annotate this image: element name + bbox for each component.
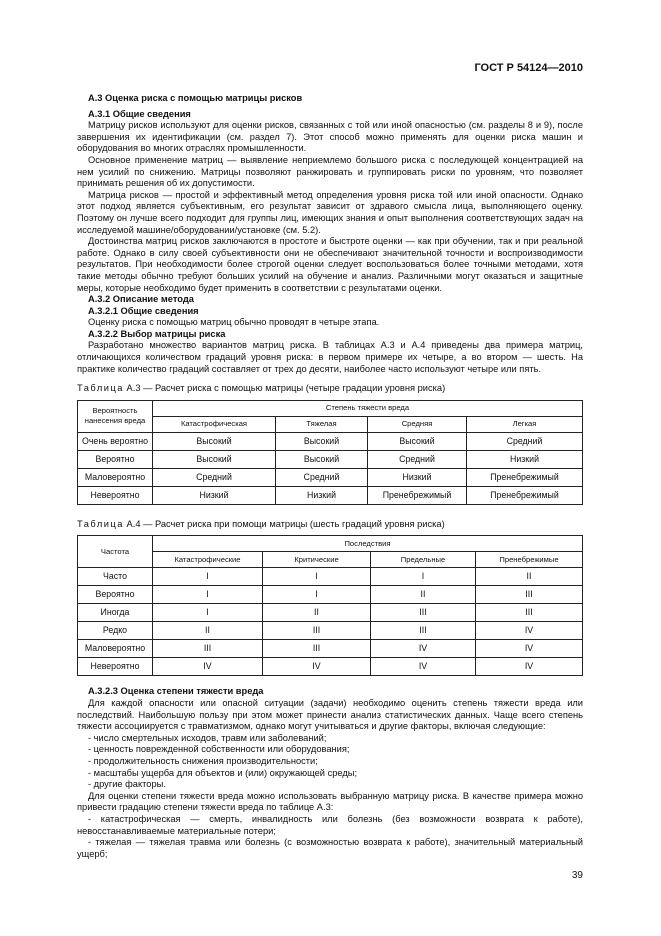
table-cell: IV xyxy=(371,640,476,658)
table-cell: Высокий xyxy=(276,450,368,468)
heading-a321: А.3.2.1 Общие сведения xyxy=(88,305,199,316)
table-cell: Пренебрежимый xyxy=(368,486,467,504)
caption-text: А.3 — Расчет риска с помощью матрицы (четыре градации уровня риска) xyxy=(123,383,446,394)
row-label: Редко xyxy=(78,622,153,640)
table-row xyxy=(78,586,583,604)
paragraph: Матрица рисков — простой и эффективный метод определения уровня риска той или иной опасности. Однако этот подход является субъективным, его результат зависит от здравого смысла лица, выполняющего оценку. Поэтому он лучше всего подходит для группы лиц, имеющих знания и опыт выполнения соответствующих задач на исследуемой машине/оборудовании/установке (см. 5.2). xyxy=(77,189,583,235)
row-header: Вероятность нанесения вреда xyxy=(78,400,153,432)
paragraph: Для каждой опасности или опасной ситуации (задачи) необходимо оценить степень тяжести вреда или последствий. Наибольшую пользу при этом может принести анализ статистических данных. Чаще всего степень тяжести ассоциируется с травматизмом, однако могут учитываться и другие факторы, включая следующие: xyxy=(77,698,583,732)
table-row xyxy=(78,450,583,468)
section-a3 xyxy=(77,93,583,375)
table-cell: III xyxy=(476,604,583,622)
table-cell: IV xyxy=(153,658,263,676)
section-a323 xyxy=(77,686,583,860)
table-cell: Пренебрежимый xyxy=(467,486,583,504)
table-cell: IV xyxy=(476,640,583,658)
column-header: Катастрофическая xyxy=(153,416,276,432)
page-content xyxy=(77,0,583,902)
table-row xyxy=(78,622,583,640)
table-row xyxy=(78,568,583,586)
table-cell: IV xyxy=(263,658,371,676)
row-label: Маловероятно xyxy=(78,468,153,486)
table-cell: III xyxy=(371,622,476,640)
table-cell: Средний xyxy=(467,432,583,450)
table-row xyxy=(78,468,583,486)
list-item: - ценность поврежденной собственности или оборудования; xyxy=(88,744,350,755)
risk-matrix-table-a3 xyxy=(77,400,583,505)
table-cell: II xyxy=(476,568,583,586)
row-label: Невероятно xyxy=(78,486,153,504)
table-cell: II xyxy=(371,586,476,604)
paragraph: Для оценки степени тяжести вреда можно использовать выбранную матрицу риска. В качестве примера можно привести градацию степени тяжести вреда по таблице А.3: xyxy=(77,790,583,813)
table-cell: Пренебрежимый xyxy=(467,468,583,486)
column-header: Пренебрежимые xyxy=(476,552,583,568)
table-cell: Низкий xyxy=(276,486,368,504)
table-row xyxy=(78,432,583,450)
row-label: Часто xyxy=(78,568,153,586)
table-cell: III xyxy=(153,640,263,658)
list-item: - число смертельных исходов, травм или заболеваний; xyxy=(88,732,327,743)
column-header: Предельные xyxy=(371,552,476,568)
table-cell: I xyxy=(263,586,371,604)
table-caption xyxy=(77,519,583,531)
table-cell: Средний xyxy=(276,468,368,486)
list-item: - другие факторы. xyxy=(88,779,166,790)
table-cell: I xyxy=(371,568,476,586)
table-cell: Низкий xyxy=(368,468,467,486)
table-cell: Высокий xyxy=(276,432,368,450)
table-a3-block xyxy=(77,383,583,505)
list-item: - продолжительность снижения производительности; xyxy=(88,756,318,766)
table-cell: I xyxy=(263,568,371,586)
group-header: Последствия xyxy=(153,536,583,552)
paragraph: - тяжелая — тяжелая травма или болезнь (с возможностью возврата к работе), значительный материальный ущерб; xyxy=(77,837,583,859)
heading-a3: А.3 Оценка риска с помощью матрицы рисков xyxy=(88,93,303,103)
table-cell: II xyxy=(263,604,371,622)
table-cell: Низкий xyxy=(467,450,583,468)
row-label: Иногда xyxy=(78,604,153,622)
row-header: Частота xyxy=(78,536,153,568)
caption-text: А.4 — Расчет риска при помощи матрицы (шесть градаций уровня риска) xyxy=(123,518,445,529)
heading-a31: А.3.1 Общие сведения xyxy=(88,108,191,119)
row-label: Очень вероятно xyxy=(78,432,153,450)
caption-prefix: Таблица xyxy=(77,518,124,529)
column-header: Средняя xyxy=(368,416,467,432)
paragraph: Оценку риска с помощью матриц обычно проводят в четыре этапа. xyxy=(88,317,380,328)
table-cell: III xyxy=(263,640,371,658)
table-a4-block xyxy=(77,519,583,677)
table-cell: Средний xyxy=(153,468,276,486)
group-header: Степень тяжести вреда xyxy=(153,400,583,416)
table-cell: II xyxy=(153,622,263,640)
risk-matrix-table-a4 xyxy=(77,535,583,676)
paragraph: Достоинства матриц рисков заключаются в простоте и быстроте оценки — как при обучении, так и при реальной работе. Однако в силу своей субъективности они не обеспечивают значительной точности и воспроизводимости результатов. При необходимости более строгой оценки следует воспользоваться более точными методами, хотя такие методы обычно требуют больших усилий на обучение и анализ. Различными могут оказаться и защитные меры, которые необходимо будет применить в соответствии с результатами оценки. xyxy=(77,236,583,293)
table-cell: IV xyxy=(476,658,583,676)
paragraph: Разработано множество вариантов матриц риска. В таблицах А.3 и А.4 приведены два примера матриц, отличающихся количеством градаций уровня риска: в первом примере их четыре, а во втором — шесть. На практике количество градаций составляет от трех до десяти, наиболее часто используют четыре или пять. xyxy=(77,340,583,374)
row-label: Маловероятно xyxy=(78,640,153,658)
table-cell: IV xyxy=(476,622,583,640)
table-row xyxy=(78,604,583,622)
paragraph: Основное применение матриц — выявление неприемлемо большого риска с последующей концентрацией на нем усилий по снижению. Матрицы позволяют ранжировать и группировать риски по уровням, что позволяет принимать решения об их допустимости. xyxy=(77,154,583,189)
column-header: Тяжелая xyxy=(276,416,368,432)
column-header: Критические xyxy=(263,552,371,568)
table-cell: III xyxy=(476,586,583,604)
table-cell: Высокий xyxy=(153,450,276,468)
heading-a322: А.3.2.2 Выбор матрицы риска xyxy=(88,328,226,339)
table-row xyxy=(78,658,583,676)
table-cell: IV xyxy=(371,658,476,676)
paragraph: - катастрофическая — смерть, инвалидность или болезнь (без возможности возврата к работе), невосстанавливаемые материальные потери; xyxy=(77,813,583,836)
table-cell: I xyxy=(153,586,263,604)
table-cell: Средний xyxy=(368,450,467,468)
column-header: Легкая xyxy=(467,416,583,432)
table-cell: I xyxy=(153,568,263,586)
table-row xyxy=(78,486,583,504)
table-caption xyxy=(77,383,583,395)
row-label: Вероятно xyxy=(78,586,153,604)
page-number: 39 xyxy=(571,870,583,882)
table-row xyxy=(78,640,583,658)
heading-a323: А.3.2.3 Оценка степени тяжести вреда xyxy=(88,686,264,697)
table-cell: Низкий xyxy=(153,486,276,504)
heading-a32: А.3.2 Описание метода xyxy=(88,294,194,305)
table-cell: Высокий xyxy=(153,432,276,450)
caption-prefix: Таблица xyxy=(77,383,124,394)
paragraph: Матрицу рисков используют для оценки рисков, связанных с той или иной опасностью (см. разделы 8 и 9), после завершения их идентификации (см. раздел 7). Этот способ можно применять для оценки риска машин и оборудования во многих отраслях промышленности. xyxy=(77,120,583,154)
table-cell: III xyxy=(263,622,371,640)
row-label: Невероятно xyxy=(78,658,153,676)
table-cell: I xyxy=(153,604,263,622)
table-cell: Высокий xyxy=(368,432,467,450)
row-label: Вероятно xyxy=(78,450,153,468)
table-cell: III xyxy=(371,604,476,622)
document-header: ГОСТ Р 54124—2010 xyxy=(474,62,583,74)
list-item: - масштабы ущерба для объектов и (или) окружающей среды; xyxy=(88,767,358,778)
column-header: Катастрофические xyxy=(153,552,263,568)
